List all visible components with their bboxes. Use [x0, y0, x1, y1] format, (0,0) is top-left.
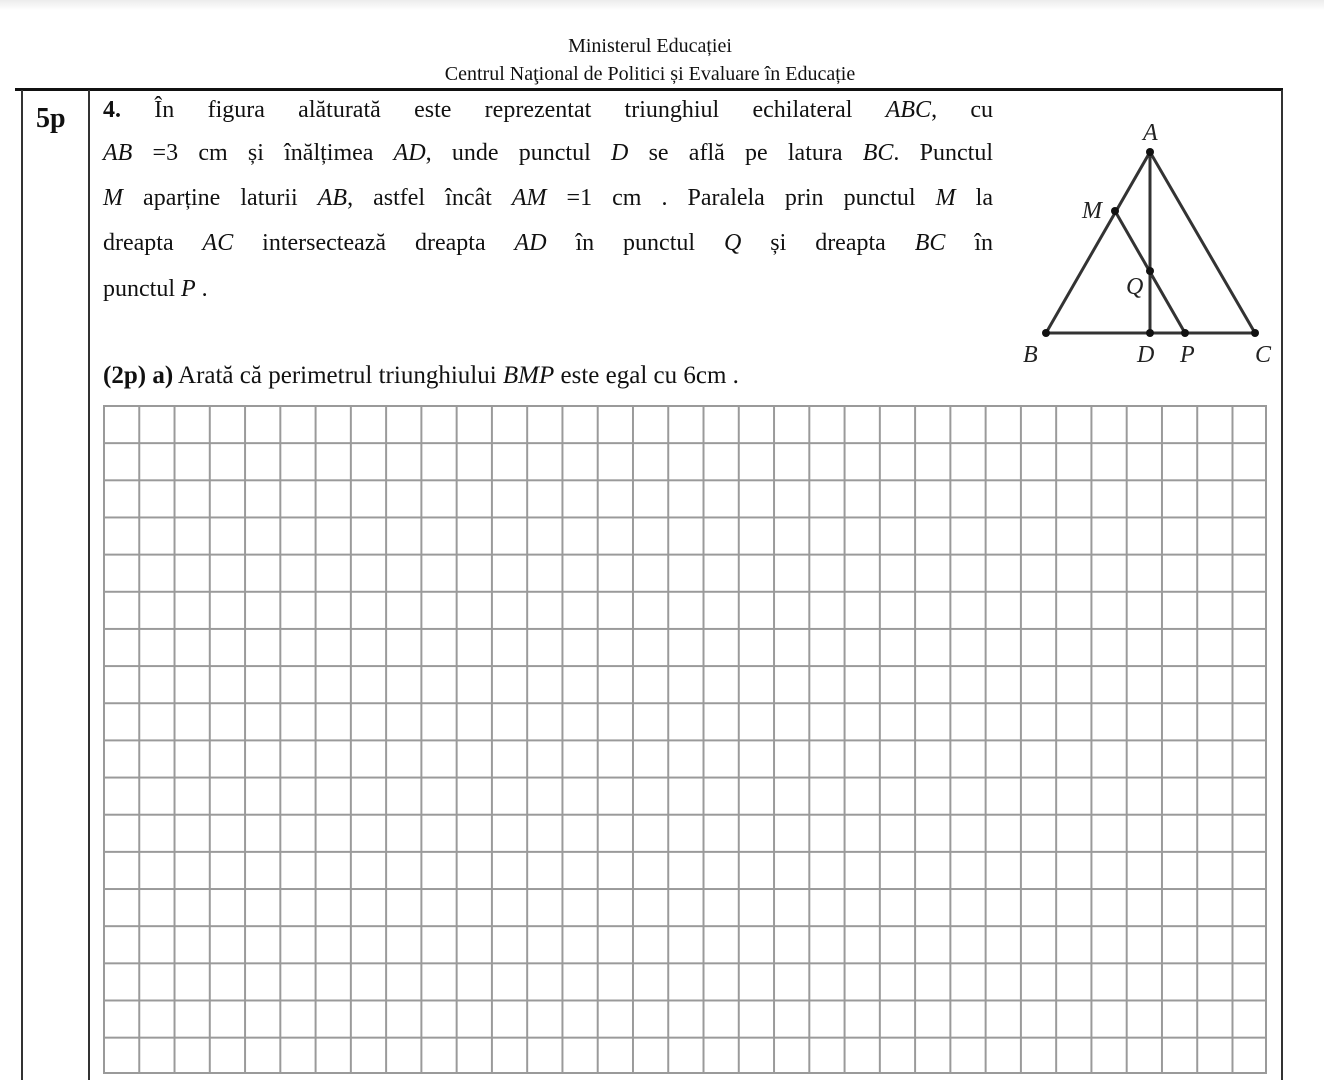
subquestion-letter: a) [152, 362, 174, 389]
math-variable: AM [511, 185, 547, 211]
segment-AC [1150, 152, 1255, 333]
math-variable: AB [103, 140, 133, 166]
point-C [1251, 329, 1259, 337]
statement-text: În figura alăturată este reprezentat triunghiul echilateral [154, 97, 886, 123]
statement-text: . Punctul [893, 140, 993, 166]
subquestion-points: (2p) [103, 362, 147, 389]
math-variable: M [935, 185, 956, 211]
point-A [1146, 148, 1154, 156]
statement-line-2 [103, 131, 993, 176]
header-ministry: Ministerul Educației [568, 35, 732, 57]
statement-text: , cu [931, 97, 994, 123]
math-variable: AB [317, 185, 348, 211]
statement-line-1 [103, 88, 993, 133]
problem-number: 4. [103, 97, 121, 123]
answer-grid[interactable] [103, 405, 1267, 1074]
table-border-left [21, 90, 23, 1080]
statement-text: în punctul [546, 230, 724, 256]
statement-text: , astfel încât [347, 185, 512, 211]
statement-line-5 [103, 267, 208, 312]
label-P: P [1180, 342, 1195, 368]
point-Q [1146, 267, 1154, 275]
subquestion-a: (2p) a) Arată că perimetrul triunghiului BMP este egal cu 6cm . [103, 362, 739, 389]
point-B [1042, 329, 1050, 337]
table-border-points [88, 90, 90, 1080]
page-top-shadow [0, 0, 1324, 10]
label-C: C [1255, 342, 1272, 368]
math-variable: BC [914, 230, 946, 256]
statement-text: punctul [103, 276, 181, 302]
problem-points: 5p [36, 103, 66, 134]
point-D [1146, 329, 1154, 337]
statement-text: =1 cm . Paralela prin punctul [546, 185, 936, 211]
label-A: A [1143, 120, 1158, 146]
label-D: D [1137, 342, 1155, 368]
math-variable: Q [723, 230, 742, 256]
label-B: B [1023, 342, 1038, 368]
statement-line-3 [103, 176, 993, 221]
math-variable: ABC [885, 97, 932, 123]
label-M: M [1082, 198, 1102, 224]
math-variable: BC [862, 140, 894, 166]
statement-text: la [955, 185, 993, 211]
label-Q: Q [1126, 274, 1144, 300]
statement-text: . [195, 276, 208, 302]
statement-line-4 [103, 221, 993, 266]
point-P [1181, 329, 1189, 337]
statement-text: se află pe latura [628, 140, 863, 166]
math-variable: M [103, 185, 123, 211]
statement-text: intersectează dreapta [233, 230, 515, 256]
statement-text: aparține laturii [123, 185, 318, 211]
math-variable: AD [393, 140, 426, 166]
math-variable: AC [202, 230, 234, 256]
statement-text: , unde punctul [425, 140, 611, 166]
statement-text: dreapta [103, 230, 203, 256]
triangle-figure [1010, 110, 1310, 380]
math-variable: AD [514, 230, 547, 256]
header-center: Centrul Naţional de Politici și Evaluare în Educație [444, 63, 856, 85]
statement-text: și dreapta [741, 230, 915, 256]
statement-text: =3 cm și înălțimea [132, 140, 394, 166]
math-variable: D [611, 140, 629, 166]
statement-text: în [945, 230, 994, 256]
point-M [1111, 207, 1119, 215]
math-variable: P [181, 276, 196, 302]
